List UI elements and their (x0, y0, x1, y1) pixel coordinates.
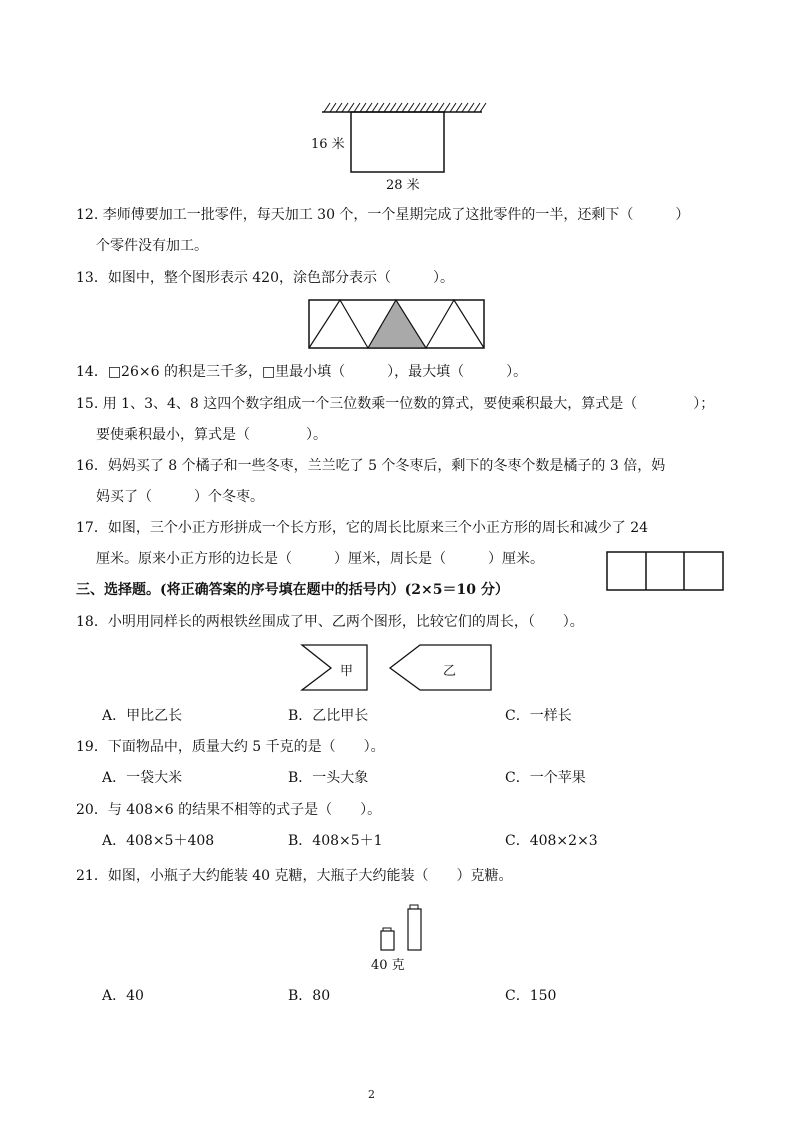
section-3-title: 三、选择题。(将正确答案的序号填在题中的括号内）(2×5＝10 分） (76, 582, 509, 598)
question-19-option-b: B．一头大象 (288, 770, 369, 786)
question-19-option-c: C．一个苹果 (505, 770, 586, 786)
question-18-option-a: A．甲比乙长 (102, 708, 183, 724)
question-20-option-c: C．408×2×3 (505, 833, 598, 849)
question-20-line-1: 20．与 408×6 的结果不相等的式子是（ ）。 (76, 802, 382, 818)
question-13-line-1: 13．如图中，整个图形表示 420，涂色部分表示（ ）。 (76, 270, 454, 286)
question-15-line-1: 15. 用 1、3、4、8 这四个数字组成一个三位数乘一位数的算式，要使乘积最大，算式是（ ）； (76, 396, 715, 412)
question-18-option-c: C．一样长 (505, 708, 572, 724)
question-18-option-b: B．乙比甲长 (288, 708, 369, 724)
shape-b-label: 乙 (443, 664, 457, 679)
question-21-option-a: A．40 (102, 988, 144, 1004)
page-number: 2 (368, 1088, 375, 1101)
question-21-option-b: B．80 (288, 988, 331, 1004)
question-19-option-a: A．一袋大米 (102, 770, 183, 786)
question-12-line-2: 个零件没有加工。 (96, 238, 208, 254)
question-19-line-1: 19．下面物品中，质量大约 5 千克的是（ ）。 (76, 739, 385, 755)
shape-a-label: 甲 (340, 664, 354, 679)
question-12-line-1: 12. 李师傅要加工一批零件，每天加工 30 个，一个星期完成了这批零件的一半，还剩下（ ） (76, 207, 690, 223)
question-15-line-2: 要使乘积最小，算式是（ ）。 (96, 427, 327, 443)
bottom-length-label: 28 米 (386, 178, 420, 193)
question-16-line-2: 妈买了（ ）个冬枣。 (96, 489, 264, 505)
side-length-label: 16 米 (311, 137, 345, 152)
question-20-option-a: A．408×5＋408 (102, 833, 215, 849)
question-21-option-c: C．150 (505, 988, 557, 1004)
question-20-option-b: B．408×5＋1 (288, 833, 383, 849)
small-bottle-label: 40 克 (371, 958, 405, 973)
question-16-line-1: 16．妈妈买了 8 个橘子和一些冬枣，兰兰吃了 5 个冬枣后，剩下的冬枣个数是橘子的 3 倍，妈 (76, 458, 666, 474)
question-17-line-1: 17．如图，三个小正方形拼成一个长方形，它的周长比原来三个小正方形的周长和减少了 24 (76, 520, 649, 536)
question-14-line-1: 14．□26×6 的积是三千多，□里最小填（ ），最大填（ ）。 (76, 364, 528, 380)
question-17-line-2: 厘米。原来小正方形的边长是（ ）厘米，周长是（ ）厘米。 (96, 551, 544, 567)
question-18-line-1: 18．小明用同样长的两根铁丝围成了甲、乙两个图形，比较它们的周长，（ ）。 (76, 614, 584, 630)
question-21-line-1: 21．如图，小瓶子大约能装 40 克糖，大瓶子大约能装（ ）克糖。 (76, 868, 513, 884)
